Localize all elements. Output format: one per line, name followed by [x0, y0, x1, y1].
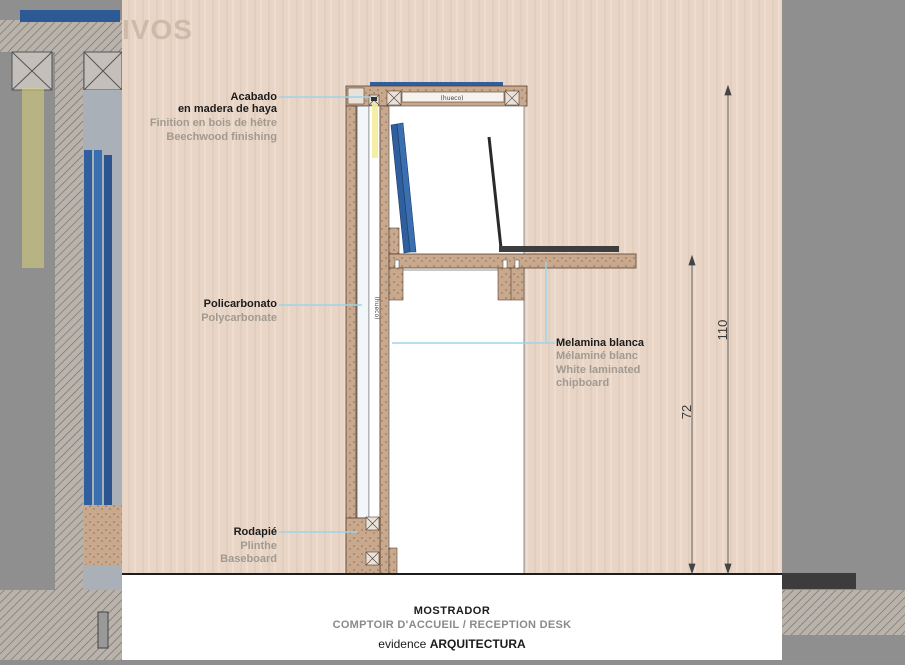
left-wall — [55, 52, 83, 612]
background-right — [782, 0, 905, 660]
acabado-en: Beechwood finishing — [166, 131, 277, 143]
acabado-es-1: Acabado — [230, 91, 277, 103]
hueco-top-label: (hueco) — [440, 95, 464, 102]
led-strip — [372, 104, 378, 158]
light-beam — [22, 88, 44, 268]
caption-brand — [122, 637, 782, 651]
caption-subtitle: COMPTOIR D'ACCUEIL / RECEPTION DESK — [332, 619, 572, 631]
caption-title: MOSTRADOR — [413, 605, 491, 617]
brand-light: evidence — [378, 637, 427, 651]
caption-footer — [122, 575, 782, 660]
melamina-en-2: chipboard — [556, 377, 610, 389]
policarbonato-en: Polycarbonate — [201, 312, 277, 324]
melamina-fr: Mélaminé blanc — [556, 350, 638, 362]
melamina-es: Melamina blanca — [556, 337, 645, 349]
policarbonato-es: Policarbonato — [203, 298, 277, 310]
melamina-en-1: White laminated — [556, 364, 641, 376]
rodapie-fr: Plinthe — [240, 540, 277, 552]
binder-left — [84, 150, 92, 510]
brand-bold: ARQUITECTURA — [429, 637, 526, 651]
ceiling-slab — [0, 20, 122, 52]
rodapie-en: Baseboard — [220, 553, 277, 565]
background-fragment-text: IVOS — [122, 14, 193, 45]
acabado-fr: Finition en bois de hêtre — [149, 117, 277, 129]
lamp-icon — [371, 97, 377, 101]
rodapie-es: Rodapié — [233, 526, 277, 538]
hueco-vertical-label: (hueco) — [373, 296, 380, 320]
dimension-110-label: 110 — [715, 319, 730, 341]
dimension-72-label: 72 — [679, 404, 694, 420]
floor-slab-right — [782, 590, 905, 635]
acabado-es-2: en madera de haya — [177, 103, 277, 115]
